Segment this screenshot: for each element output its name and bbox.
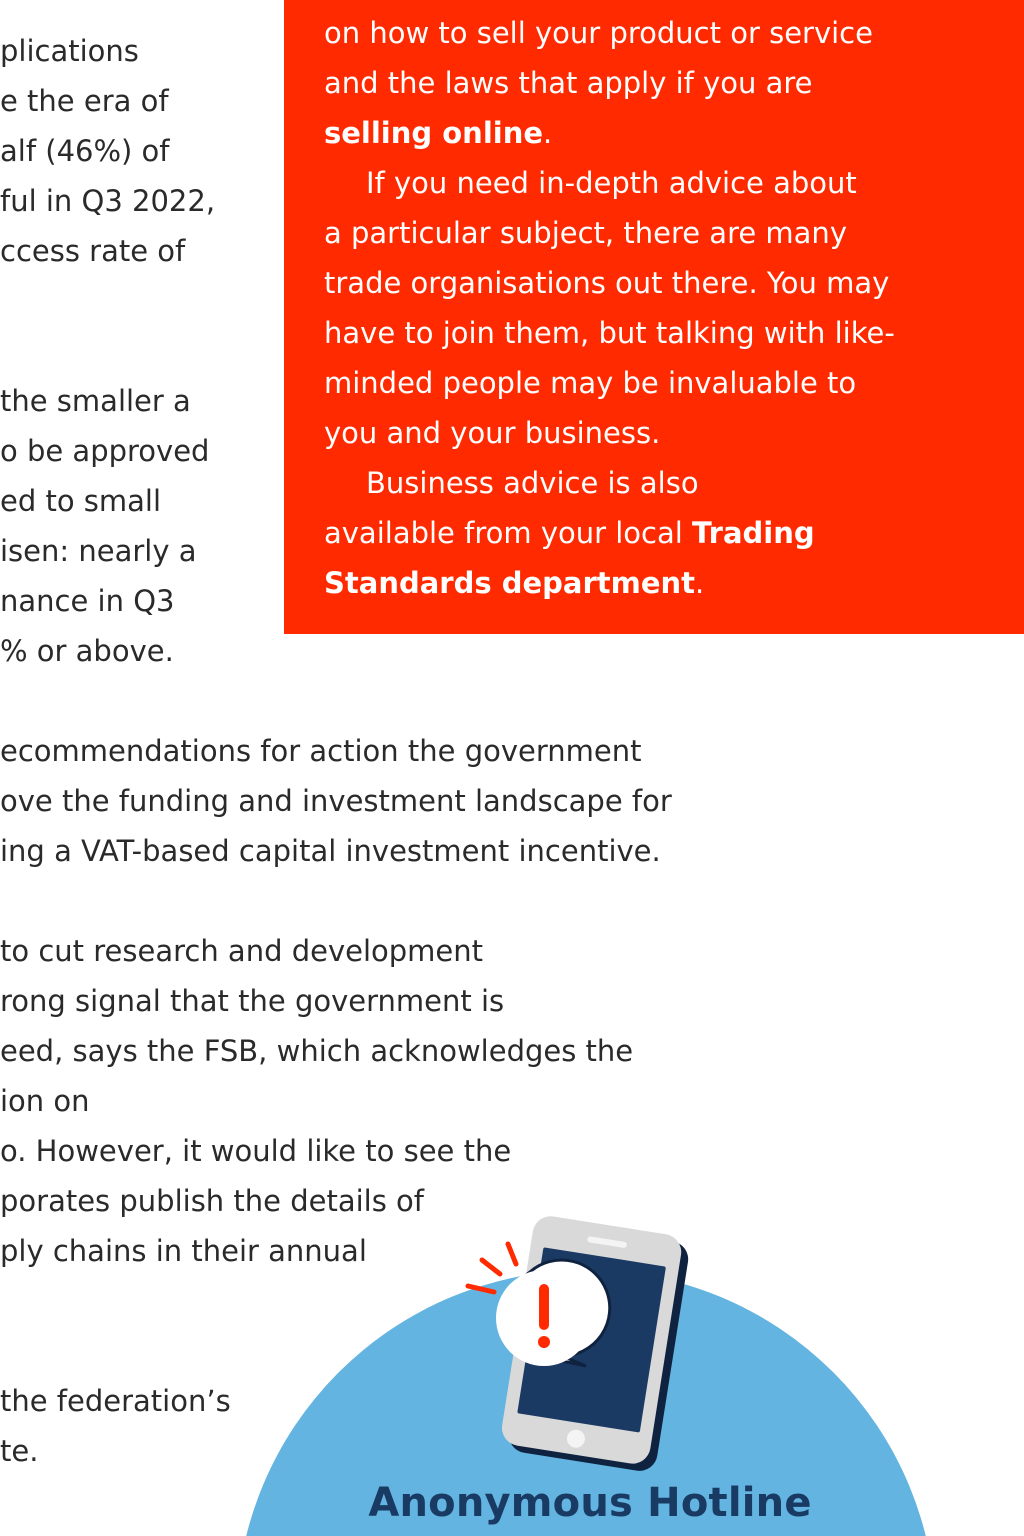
- callout-line: minded people may be invaluable to: [324, 366, 857, 400]
- hotline-title: Anonymous Hotline: [368, 1480, 812, 1526]
- callout-line: [324, 508, 1024, 558]
- punctuation: .: [543, 116, 553, 150]
- text-line: ful in Q3 2022,: [0, 184, 216, 218]
- text-line: ing a VAT-based capital investment incentive.: [0, 834, 661, 868]
- callout-line: [324, 558, 1024, 608]
- text-line: % or above.: [0, 634, 174, 668]
- text-line: rong signal that the government is: [0, 984, 505, 1018]
- text-line: isen: nearly a: [0, 534, 197, 568]
- body-paragraph-1: [0, 726, 672, 876]
- text-line: to cut research and development: [0, 934, 484, 968]
- callout-line: trade organisations out there. You may: [324, 266, 890, 300]
- text-line: ccess rate of: [0, 234, 186, 268]
- text-line: the federation’s: [0, 1384, 231, 1418]
- callout-line: a particular subject, there are many: [324, 216, 847, 250]
- text-line: o. However, it would like to see the: [0, 1134, 512, 1168]
- trading-standards-link-text-cont: Standards department: [324, 566, 696, 600]
- text-line: o be approved: [0, 434, 210, 468]
- text-line: ply chains in their annual: [0, 1234, 367, 1268]
- text-line: porates publish the details of: [0, 1184, 424, 1218]
- callout-line: If you need in-depth advice about: [366, 166, 857, 200]
- business-advice-callout: [284, 0, 1024, 634]
- callout-text: available from your local: [324, 516, 693, 550]
- callout-line: Business advice is also: [366, 466, 699, 500]
- text-line: alf (46%) of: [0, 134, 170, 168]
- text-line: te.: [0, 1434, 39, 1468]
- punctuation: .: [695, 566, 705, 600]
- text-line: plications: [0, 34, 139, 68]
- text-line: e the era of: [0, 84, 169, 118]
- body-paragraph-3: [0, 1376, 231, 1476]
- text-line: ecommendations for action the government: [0, 734, 642, 768]
- selling-online-link-text: selling online: [324, 116, 544, 150]
- anonymous-hotline-graphic: [230, 1180, 950, 1536]
- callout-line: on how to sell your product or service: [324, 16, 873, 50]
- callout-line: you and your business.: [324, 416, 661, 450]
- text-line: the smaller a: [0, 384, 191, 418]
- text-line: ed to small: [0, 484, 162, 518]
- callout-line: and the laws that apply if you are: [324, 66, 813, 100]
- text-line: eed, says the FSB, which acknowledges the: [0, 1034, 634, 1068]
- text-line: ion on: [0, 1084, 90, 1118]
- left-column-paragraph-1: [0, 26, 215, 276]
- text-line: ove the funding and investment landscape for: [0, 784, 672, 818]
- callout-line: have to join them, but talking with like-: [324, 316, 895, 350]
- text-line: nance in Q3: [0, 584, 175, 618]
- callout-line: [324, 108, 1024, 158]
- trading-standards-link-text: Trading: [692, 516, 815, 550]
- left-column-paragraph-2: [0, 376, 209, 676]
